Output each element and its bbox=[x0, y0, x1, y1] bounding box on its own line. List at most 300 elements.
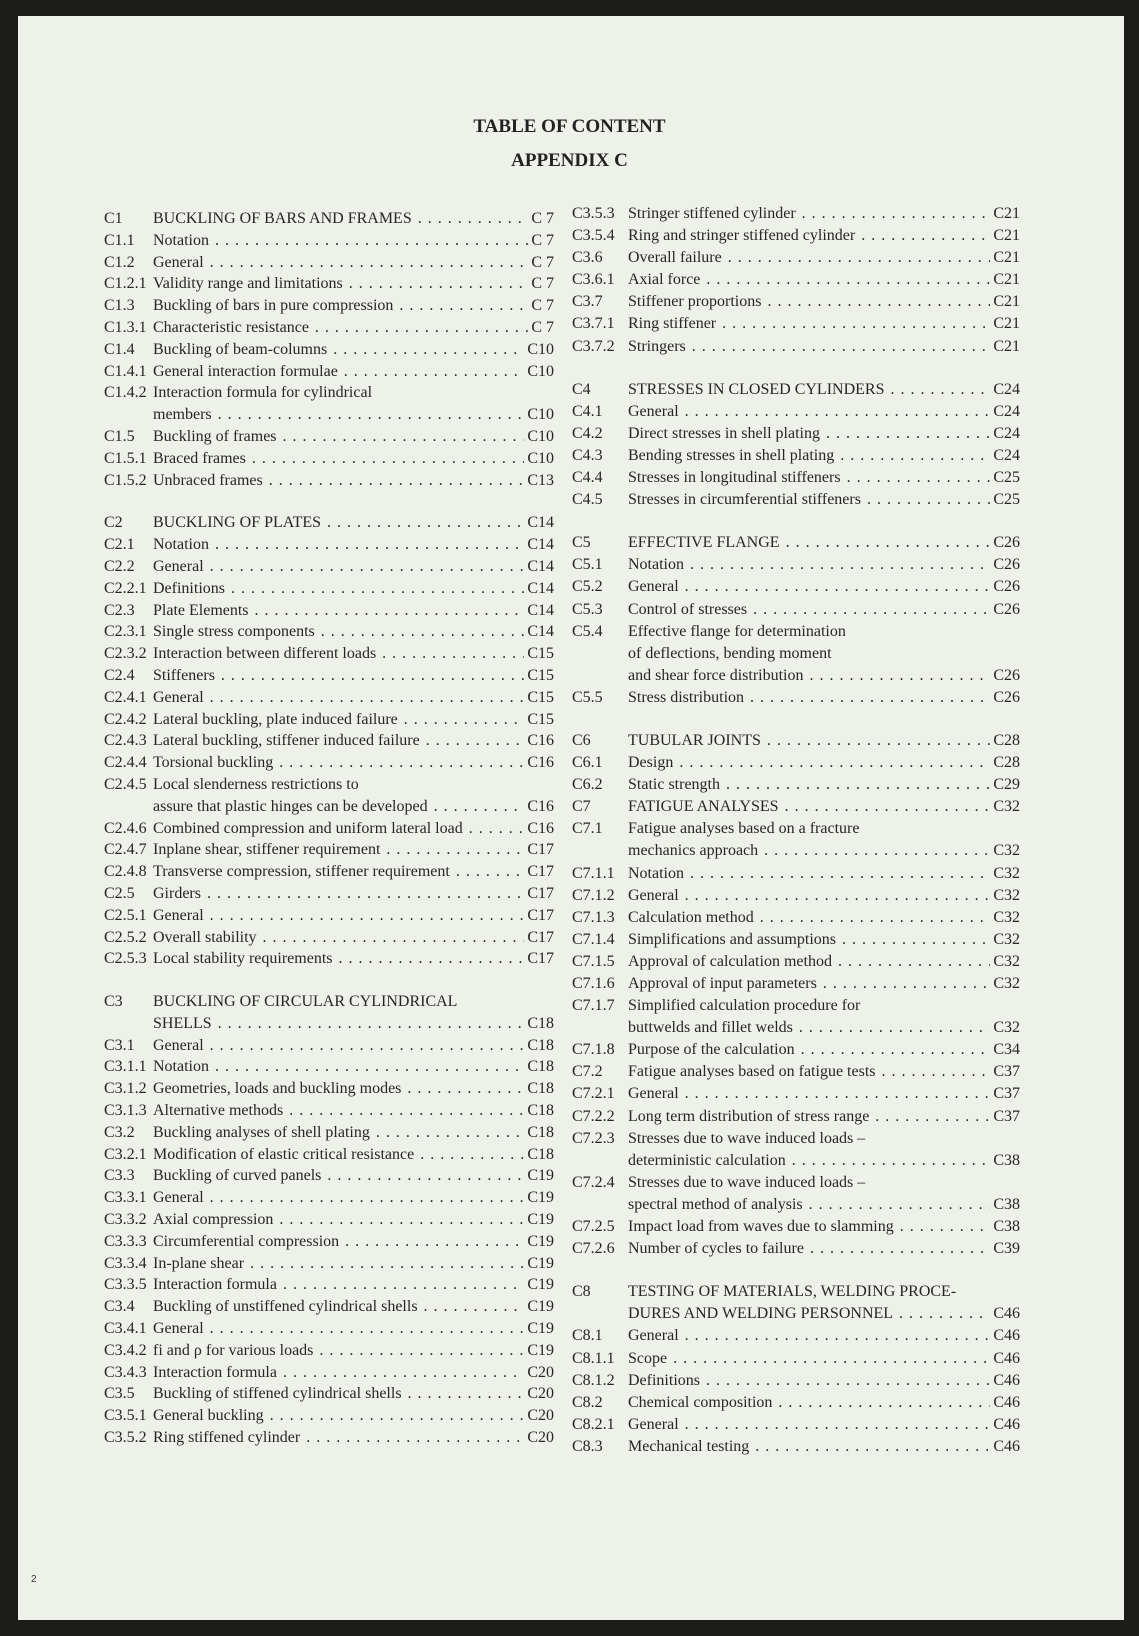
toc-entry bbox=[104, 1296, 554, 1318]
section-spacer bbox=[572, 1260, 1020, 1281]
entry-number: C3.6 bbox=[572, 249, 603, 267]
dot-leader bbox=[289, 1100, 524, 1122]
toc-entry bbox=[572, 1194, 1020, 1216]
toc-entry bbox=[104, 861, 554, 883]
entry-title: Interaction between different loads bbox=[153, 645, 377, 663]
entry-title: Approval of input parameters bbox=[628, 975, 817, 992]
entry-number: C7.2 bbox=[572, 1063, 603, 1081]
dot-leader bbox=[706, 269, 990, 291]
page-number: 2 bbox=[31, 1574, 37, 1585]
entry-title: Simplifications and assumptions bbox=[628, 930, 836, 948]
entry-page: C14 bbox=[527, 623, 554, 641]
toc-entry bbox=[572, 1392, 1020, 1414]
entry-title: Impact load from waves due to slamming bbox=[628, 1218, 894, 1236]
dot-leader bbox=[339, 948, 525, 970]
toc-entry bbox=[572, 1281, 1020, 1303]
toc-entry bbox=[104, 534, 554, 556]
dot-leader bbox=[706, 1370, 990, 1392]
entry-title: Stiffener proportions bbox=[628, 293, 762, 311]
entry-title: deterministic calculation bbox=[628, 1151, 786, 1169]
entry-page: C21 bbox=[993, 271, 1020, 289]
entry-number: C6.2 bbox=[572, 776, 603, 794]
entry-title: Transverse compression, stiffener requirement bbox=[153, 863, 450, 881]
entry-title: Notation bbox=[153, 1058, 209, 1076]
dot-leader bbox=[210, 1187, 525, 1209]
entry-page: C19 bbox=[527, 1341, 554, 1359]
entry-page: C18 bbox=[527, 1014, 554, 1032]
entry-title: Stresses due to wave induced loads – bbox=[628, 1173, 866, 1191]
entry-number: C3.3.2 bbox=[104, 1211, 147, 1229]
entry-number: C1.5 bbox=[104, 427, 135, 445]
entry-number: C2.3.1 bbox=[104, 623, 147, 641]
entry-number: C3.7.1 bbox=[572, 315, 615, 333]
entry-page: C37 bbox=[993, 1085, 1020, 1103]
entry-title: of deflections, bending moment bbox=[628, 644, 832, 662]
dot-leader bbox=[426, 730, 525, 752]
entry-page: C20 bbox=[527, 1385, 554, 1403]
toc-entry bbox=[572, 752, 1020, 774]
entry-page: C19 bbox=[527, 1276, 554, 1294]
dot-leader bbox=[764, 840, 990, 862]
entry-number: C2.2.1 bbox=[104, 579, 147, 597]
section-spacer bbox=[104, 491, 554, 512]
entry-title: Circumferential compression bbox=[153, 1232, 340, 1250]
dot-leader bbox=[722, 313, 990, 335]
toc-entry bbox=[104, 665, 554, 687]
entry-title: Single stress components bbox=[153, 623, 315, 641]
entry-title: General bbox=[628, 402, 679, 420]
entry-page: C18 bbox=[527, 1036, 554, 1054]
entry-page: C38 bbox=[993, 1195, 1020, 1213]
entry-page: C46 bbox=[993, 1393, 1020, 1411]
entry-title: Stresses due to wave induced loads – bbox=[628, 1129, 866, 1147]
entry-number: C5.2 bbox=[572, 578, 603, 596]
entry-number: C7.1.3 bbox=[572, 908, 615, 926]
toc-entry bbox=[104, 774, 554, 796]
entry-page: C46 bbox=[993, 1437, 1020, 1455]
dot-leader bbox=[786, 532, 991, 554]
toc-entry bbox=[104, 273, 554, 295]
entry-title: Stresses in circumferential stiffeners bbox=[628, 491, 861, 509]
toc-entry bbox=[104, 382, 554, 404]
entry-page: C19 bbox=[527, 1211, 554, 1229]
toc-entry bbox=[104, 578, 554, 600]
entry-title: Calculation method bbox=[628, 908, 754, 926]
entry-title: Validity range and limitations bbox=[153, 275, 343, 293]
entry-title: General bbox=[628, 886, 679, 904]
toc-entry bbox=[104, 1056, 554, 1078]
entry-page: C46 bbox=[993, 1415, 1020, 1433]
entry-page: C32 bbox=[993, 975, 1020, 992]
dot-leader bbox=[809, 1194, 991, 1216]
dot-leader bbox=[750, 687, 990, 709]
entry-number: C2.5.2 bbox=[104, 928, 147, 946]
entry-number: C3.1 bbox=[104, 1036, 135, 1054]
entry-page: C10 bbox=[527, 362, 554, 380]
dot-leader bbox=[434, 796, 525, 818]
toc-entry bbox=[104, 317, 554, 339]
entry-page: C16 bbox=[527, 732, 554, 750]
dot-leader bbox=[231, 578, 524, 600]
toc-entry bbox=[572, 973, 1020, 995]
entry-number: C1.4 bbox=[104, 340, 135, 358]
entry-title: Axial force bbox=[628, 271, 701, 289]
entry-page: C39 bbox=[993, 1240, 1020, 1258]
toc-entry bbox=[572, 687, 1020, 709]
dot-leader bbox=[218, 1013, 525, 1035]
toc-entry bbox=[104, 796, 554, 818]
toc-entry bbox=[572, 336, 1020, 358]
entry-number: C4.5 bbox=[572, 491, 603, 509]
toc-entry bbox=[572, 796, 1020, 818]
entry-title: and shear force distribution bbox=[628, 666, 804, 684]
entry-title: Alternative methods bbox=[153, 1102, 284, 1120]
entry-number: C4.2 bbox=[572, 424, 603, 442]
entry-number: C5.4 bbox=[572, 622, 603, 640]
entry-title: Unbraced frames bbox=[153, 471, 263, 489]
entry-number: C3.7 bbox=[572, 293, 603, 311]
entry-number: C2.5.1 bbox=[104, 906, 147, 924]
dot-leader bbox=[283, 1362, 524, 1384]
entry-title: Fatigue analyses based on fatigue tests bbox=[628, 1063, 876, 1081]
entry-title: mechanics approach bbox=[628, 842, 759, 860]
toc-entry bbox=[572, 203, 1020, 225]
section-spacer bbox=[572, 358, 1020, 379]
toc-entry bbox=[104, 927, 554, 949]
entry-title: Notation bbox=[628, 556, 684, 574]
toc-entry bbox=[104, 448, 554, 470]
toc-entry bbox=[104, 1035, 554, 1057]
entry-number: C1.4.1 bbox=[104, 362, 147, 380]
entry-title: Characteristic resistance bbox=[153, 318, 309, 336]
dot-leader bbox=[456, 861, 525, 883]
toc-entry bbox=[104, 839, 554, 861]
entry-page: C14 bbox=[527, 601, 554, 619]
entry-title: fi and ρ for various loads bbox=[153, 1341, 314, 1359]
dot-leader bbox=[210, 252, 529, 274]
toc-entry bbox=[572, 576, 1020, 598]
dot-leader bbox=[690, 554, 990, 576]
toc-entry bbox=[572, 1017, 1020, 1039]
entry-number: C3.5.4 bbox=[572, 227, 615, 245]
toc-entry bbox=[572, 621, 1020, 643]
entry-title: General bbox=[628, 1085, 679, 1103]
toc-entry bbox=[572, 379, 1020, 401]
entry-number: C1.2 bbox=[104, 253, 135, 271]
dot-leader bbox=[826, 423, 990, 445]
entry-number: C2.4.3 bbox=[104, 732, 147, 750]
entry-number: C2.4.8 bbox=[104, 863, 147, 881]
toc-entry bbox=[104, 1187, 554, 1209]
entry-number: C1 bbox=[104, 210, 123, 227]
entry-title: Chemical composition bbox=[628, 1393, 773, 1411]
entry-title: Notation bbox=[153, 536, 209, 554]
toc-entry bbox=[104, 1318, 554, 1340]
dot-leader bbox=[215, 1056, 524, 1078]
dot-leader bbox=[890, 379, 990, 401]
entry-number: C2.5 bbox=[104, 884, 135, 902]
entry-page: C 7 bbox=[531, 275, 554, 293]
entry-page: C20 bbox=[527, 1407, 554, 1425]
entry-title: Lateral buckling, plate induced failure bbox=[153, 710, 398, 728]
entry-title: Braced frames bbox=[153, 449, 246, 467]
toc-entry bbox=[572, 995, 1020, 1017]
entry-title: General bbox=[628, 578, 679, 596]
entry-number: C7.2.2 bbox=[572, 1107, 615, 1125]
toc-entry bbox=[572, 863, 1020, 885]
toc-entry bbox=[572, 225, 1020, 247]
entry-page: C29 bbox=[993, 776, 1020, 794]
entry-page: C46 bbox=[993, 1349, 1020, 1367]
toc-entry bbox=[104, 730, 554, 752]
entry-page: C21 bbox=[993, 315, 1020, 333]
toc-entry bbox=[572, 951, 1020, 973]
entry-page: C37 bbox=[993, 1063, 1020, 1081]
entry-number: C8.2.1 bbox=[572, 1415, 615, 1433]
entry-number: C2.4.2 bbox=[104, 710, 147, 728]
entry-number: C7.2.5 bbox=[572, 1218, 615, 1236]
toc-entry bbox=[572, 907, 1020, 929]
dot-leader bbox=[404, 709, 525, 731]
dot-leader bbox=[810, 665, 991, 687]
dot-leader bbox=[469, 818, 525, 840]
entry-title: Interaction formula bbox=[153, 1363, 277, 1381]
entry-title: General bbox=[153, 253, 204, 271]
entry-number: C5.1 bbox=[572, 556, 603, 574]
dot-leader bbox=[210, 905, 525, 927]
toc-entry bbox=[572, 774, 1020, 796]
entry-page: C32 bbox=[993, 864, 1020, 882]
entry-page: C17 bbox=[527, 906, 554, 924]
toc-entry bbox=[104, 600, 554, 622]
dot-leader bbox=[679, 752, 990, 774]
entry-page: C46 bbox=[993, 1371, 1020, 1389]
dot-leader bbox=[283, 426, 525, 448]
toc-entry bbox=[104, 339, 554, 361]
entry-title: General bbox=[153, 906, 204, 924]
entry-title: Simplified calculation procedure for bbox=[628, 997, 861, 1015]
entry-title: Control of stresses bbox=[628, 600, 748, 618]
entry-number: C2.4.4 bbox=[104, 754, 147, 772]
entry-title: Local stability requirements bbox=[153, 950, 333, 968]
entry-page: C17 bbox=[527, 884, 554, 902]
toc-entry bbox=[572, 445, 1020, 467]
entry-page: C28 bbox=[993, 754, 1020, 772]
entry-page: C10 bbox=[527, 427, 554, 445]
toc-entry bbox=[572, 1172, 1020, 1194]
entry-number: C5.5 bbox=[572, 688, 603, 706]
entry-page: C34 bbox=[993, 1041, 1020, 1059]
dot-leader bbox=[728, 247, 991, 269]
entry-page: C 7 bbox=[531, 231, 554, 249]
entry-page: C21 bbox=[993, 293, 1020, 311]
entry-title: Girders bbox=[153, 884, 201, 902]
entry-title: Overall failure bbox=[628, 249, 722, 267]
entry-page: C18 bbox=[527, 1123, 554, 1141]
entry-page: C19 bbox=[527, 1298, 554, 1316]
toc-entry bbox=[572, 401, 1020, 423]
dot-leader bbox=[842, 929, 990, 951]
toc-entry bbox=[104, 230, 554, 252]
toc-entry bbox=[104, 1209, 554, 1231]
entry-title: Inplane shear, stiffener requirement bbox=[153, 841, 381, 859]
entry-title: Buckling of stiffened cylindrical shells bbox=[153, 1385, 402, 1403]
dot-leader bbox=[778, 1392, 990, 1414]
section-spacer bbox=[104, 970, 554, 991]
dot-leader bbox=[685, 401, 991, 423]
entry-title: Ring stiffened cylinder bbox=[153, 1429, 301, 1447]
dot-leader bbox=[215, 230, 528, 252]
dot-leader bbox=[270, 1405, 525, 1427]
entry-number: C3.3.1 bbox=[104, 1189, 147, 1207]
entry-page: C18 bbox=[527, 1080, 554, 1098]
entry-number: C1.5.1 bbox=[104, 449, 147, 467]
dot-leader bbox=[210, 1318, 525, 1340]
entry-number: C6.1 bbox=[572, 754, 603, 772]
entry-title: SHELLS bbox=[153, 1014, 212, 1032]
entry-number: C3.5 bbox=[104, 1385, 135, 1403]
entry-title: Scope bbox=[628, 1349, 668, 1367]
entry-title: TESTING OF MATERIALS, WELDING PROCE- bbox=[628, 1283, 957, 1301]
toc-entry bbox=[572, 1238, 1020, 1260]
entry-title: Mechanical testing bbox=[628, 1437, 750, 1455]
entry-title: Stress distribution bbox=[628, 688, 745, 706]
entry-page: C24 bbox=[993, 402, 1020, 420]
entry-title: spectral method of analysis bbox=[628, 1195, 803, 1213]
toc-entry bbox=[572, 643, 1020, 665]
entry-page: C14 bbox=[527, 514, 554, 532]
toc-entry bbox=[104, 426, 554, 448]
entry-title: Definitions bbox=[153, 579, 225, 597]
entry-title: General bbox=[153, 1036, 204, 1054]
dot-leader bbox=[255, 600, 525, 622]
entry-number: C7.2.6 bbox=[572, 1240, 615, 1258]
toc-entry bbox=[572, 1128, 1020, 1150]
dot-leader bbox=[263, 927, 525, 949]
entry-page: C19 bbox=[527, 1320, 554, 1338]
entry-title: Ring stiffener bbox=[628, 315, 717, 333]
entry-title: Purpose of the calculation bbox=[628, 1041, 795, 1059]
entry-title: Buckling of curved panels bbox=[153, 1167, 322, 1185]
entry-number: C3.6.1 bbox=[572, 271, 615, 289]
entry-title: Approval of calculation method bbox=[628, 952, 832, 970]
dot-leader bbox=[321, 621, 525, 643]
entry-number: C2.4 bbox=[104, 666, 135, 684]
entry-number: C8.3 bbox=[572, 1437, 603, 1455]
dot-leader bbox=[823, 973, 991, 995]
dot-leader bbox=[269, 470, 525, 492]
dot-leader bbox=[673, 1348, 990, 1370]
entry-title: General bbox=[153, 1189, 204, 1207]
entry-title: BUCKLING OF PLATES bbox=[153, 514, 322, 532]
entry-title: Buckling analyses of shell plating bbox=[153, 1123, 370, 1141]
entry-title: Overall stability bbox=[153, 928, 257, 946]
toc-entry bbox=[572, 1325, 1020, 1347]
entry-title: Buckling of bars in pure compression bbox=[153, 297, 394, 315]
entry-number: C2.2 bbox=[104, 557, 135, 575]
entry-page: C17 bbox=[527, 928, 554, 946]
entry-page: C13 bbox=[527, 471, 554, 489]
dot-leader bbox=[210, 687, 525, 709]
dot-leader bbox=[210, 556, 525, 578]
dot-leader bbox=[785, 796, 991, 818]
entry-page: C19 bbox=[527, 1254, 554, 1272]
entry-title: General bbox=[628, 1415, 679, 1433]
toc-entry bbox=[572, 665, 1020, 687]
entry-number: C7.1.4 bbox=[572, 930, 615, 948]
entry-number: C3.3.4 bbox=[104, 1254, 147, 1272]
entry-page: C32 bbox=[993, 908, 1020, 926]
entry-page: C 7 bbox=[531, 318, 554, 336]
dot-leader bbox=[333, 339, 524, 361]
toc-entry bbox=[104, 1427, 554, 1449]
entry-number: C7.1.6 bbox=[572, 975, 615, 992]
entry-number: C3.4.3 bbox=[104, 1363, 147, 1381]
entry-page: C21 bbox=[993, 227, 1020, 245]
entry-page: C25 bbox=[993, 469, 1020, 487]
entry-title: Notation bbox=[628, 864, 684, 882]
toc-entry bbox=[572, 1083, 1020, 1105]
toc-entry bbox=[104, 1013, 554, 1035]
toc-entry bbox=[104, 1340, 554, 1362]
dot-leader bbox=[685, 1414, 991, 1436]
entry-page: C21 bbox=[993, 205, 1020, 222]
entry-page: C15 bbox=[527, 688, 554, 706]
entry-title: General interaction formulae bbox=[153, 362, 338, 380]
entry-page: C28 bbox=[993, 731, 1020, 749]
dot-leader bbox=[382, 643, 524, 665]
dot-leader bbox=[810, 1238, 990, 1260]
toc-entry bbox=[572, 1216, 1020, 1238]
entry-number: C7.1 bbox=[572, 820, 603, 838]
entry-number: C3.3 bbox=[104, 1167, 135, 1185]
entry-number: C1.3 bbox=[104, 297, 135, 315]
dot-leader bbox=[760, 907, 991, 929]
entry-title: buttwelds and fillet welds bbox=[628, 1019, 793, 1037]
entry-number: C2.4.7 bbox=[104, 841, 147, 859]
toc-entry bbox=[104, 361, 554, 383]
entry-number: C1.3.1 bbox=[104, 318, 147, 336]
toc-entry bbox=[104, 1405, 554, 1427]
entry-page: C32 bbox=[993, 930, 1020, 948]
dot-leader bbox=[792, 1150, 991, 1172]
entry-page: C 7 bbox=[531, 210, 554, 227]
entry-title: General bbox=[153, 1320, 204, 1338]
entry-page: C17 bbox=[527, 863, 554, 881]
toc-entry bbox=[104, 556, 554, 578]
dot-leader bbox=[840, 445, 990, 467]
dot-leader bbox=[726, 774, 990, 796]
toc-entry bbox=[104, 905, 554, 927]
entry-number: C3.4.1 bbox=[104, 1320, 147, 1338]
entry-number: C4.3 bbox=[572, 446, 603, 464]
entry-number: C3.1.1 bbox=[104, 1058, 147, 1076]
entry-page: C16 bbox=[527, 797, 554, 815]
entry-title: BUCKLING OF BARS AND FRAMES bbox=[153, 210, 412, 227]
toc-heading: TABLE OF CONTENT bbox=[473, 116, 666, 137]
dot-leader bbox=[327, 512, 524, 534]
toc-entry bbox=[572, 818, 1020, 840]
dot-leader bbox=[399, 295, 528, 317]
entry-title: Lateral buckling, stiffener induced failure bbox=[153, 732, 420, 750]
entry-page: C14 bbox=[527, 579, 554, 597]
dot-leader bbox=[755, 1436, 990, 1458]
entry-number: C5 bbox=[572, 534, 591, 552]
dot-leader bbox=[407, 1078, 524, 1100]
entry-page: C38 bbox=[993, 1151, 1020, 1169]
entry-number: C4.4 bbox=[572, 469, 603, 487]
entry-title: Combined compression and uniform lateral load bbox=[153, 819, 463, 837]
